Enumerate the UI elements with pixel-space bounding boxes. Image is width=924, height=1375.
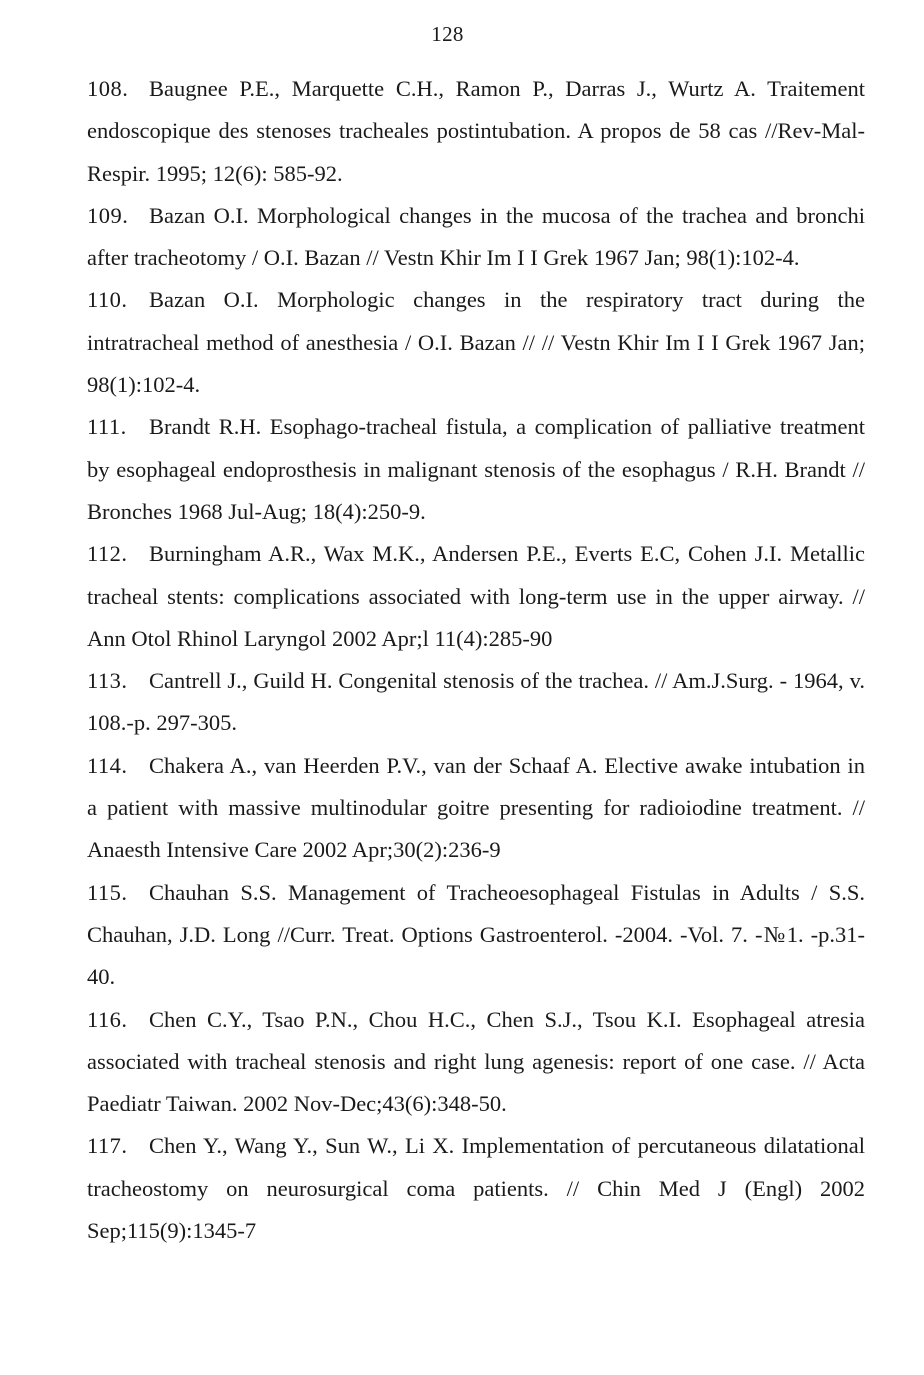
reference-number: 109. xyxy=(87,202,129,228)
reference-list xyxy=(87,68,865,1252)
reference-item xyxy=(87,660,865,745)
reference-item xyxy=(87,195,865,280)
reference-text: Baugnee P.E., Marquette C.H., Ramon P., Darras J., Wurtz A. Traitement endoscopique des stenoses tracheales postintubation. A propos de 58 cas //Rev-Mal-Respir. 1995; 12(6): 585-92. xyxy=(87,76,865,186)
reference-number: 114. xyxy=(87,752,128,778)
page-number: 128 xyxy=(431,22,464,46)
reference-number: 113. xyxy=(87,668,128,694)
reference-text: Cantrell J., Guild H. Congenital stenosis of the trachea. // Am.J.Surg. - 1964, v. 108.-p. 297-305. xyxy=(87,668,865,736)
reference-text: Chen Y., Wang Y., Sun W., Li X. Implementation of percutaneous dilatational tracheostomy on neurosurgical coma patients. // Chin Med J (Engl) 2002 Sep;115(9):1345-7 xyxy=(87,1133,865,1244)
reference-text: Chakera A., van Heerden P.V., van der Schaaf A. Elective awake intubation in a patient with massive multinodular goitre presenting for radioiodine treatment. // Anaesth Intensive Care 2002 Apr;30(2):236-9 xyxy=(87,752,865,863)
reference-number: 112. xyxy=(87,541,128,567)
reference-item xyxy=(87,533,865,660)
reference-item xyxy=(87,1125,865,1252)
reference-item xyxy=(87,872,865,999)
reference-item xyxy=(87,999,865,1126)
reference-item xyxy=(87,68,865,195)
reference-number: 111. xyxy=(87,414,127,440)
reference-item xyxy=(87,406,865,533)
reference-number: 108. xyxy=(87,76,129,101)
reference-text: Bazan O.I. Morphologic changes in the respiratory tract during the intratracheal method of anesthesia / O.I. Bazan // // Vestn Khir Im I I Grek 1967 Jan; 98(1):102-4. xyxy=(87,287,865,398)
reference-number: 110. xyxy=(87,287,128,313)
reference-text: Chen C.Y., Tsao P.N., Chou H.C., Chen S.J., Tsou K.I. Esophageal atresia associated with tracheal stenosis and right lung agenesis: report of one case. // Acta Paediatr Taiwan. 2002 Nov-Dec;43(6):348-50. xyxy=(87,1006,865,1117)
reference-number: 115. xyxy=(87,879,128,905)
reference-number: 117. xyxy=(87,1133,128,1159)
reference-text: Burningham A.R., Wax M.K., Andersen P.E., Everts E.C, Cohen J.I. Metallic tracheal stents: complications associated with long-term use in the upper airway. // Ann Otol Rhinol Laryngol 2002 Apr;l 11(4):285-90 xyxy=(87,541,865,651)
reference-text: Bazan O.I. Morphological changes in the mucosa of the trachea and bronchi after tracheotomy / O.I. Bazan // Vestn Khir Im I I Grek 1967 Jan; 98(1):102-4. xyxy=(87,202,865,271)
reference-text: Chauhan S.S. Management of Tracheoesophageal Fistulas in Adults / S.S. Chauhan, J.D. Long //Curr. Treat. Options Gastroenterol. -2004. -Vol. 7. -№1. -p.31-40. xyxy=(87,879,865,990)
reference-item xyxy=(87,279,865,406)
reference-item xyxy=(87,745,865,872)
reference-number: 116. xyxy=(87,1006,128,1032)
reference-text: Brandt R.H. Esophago-tracheal fistula, a complication of palliative treatment by esophageal endoprosthesis in malignant stenosis of the esophagus / R.H. Brandt // Bronches 1968 Jul-Aug; 18(4):250-9. xyxy=(87,414,865,524)
